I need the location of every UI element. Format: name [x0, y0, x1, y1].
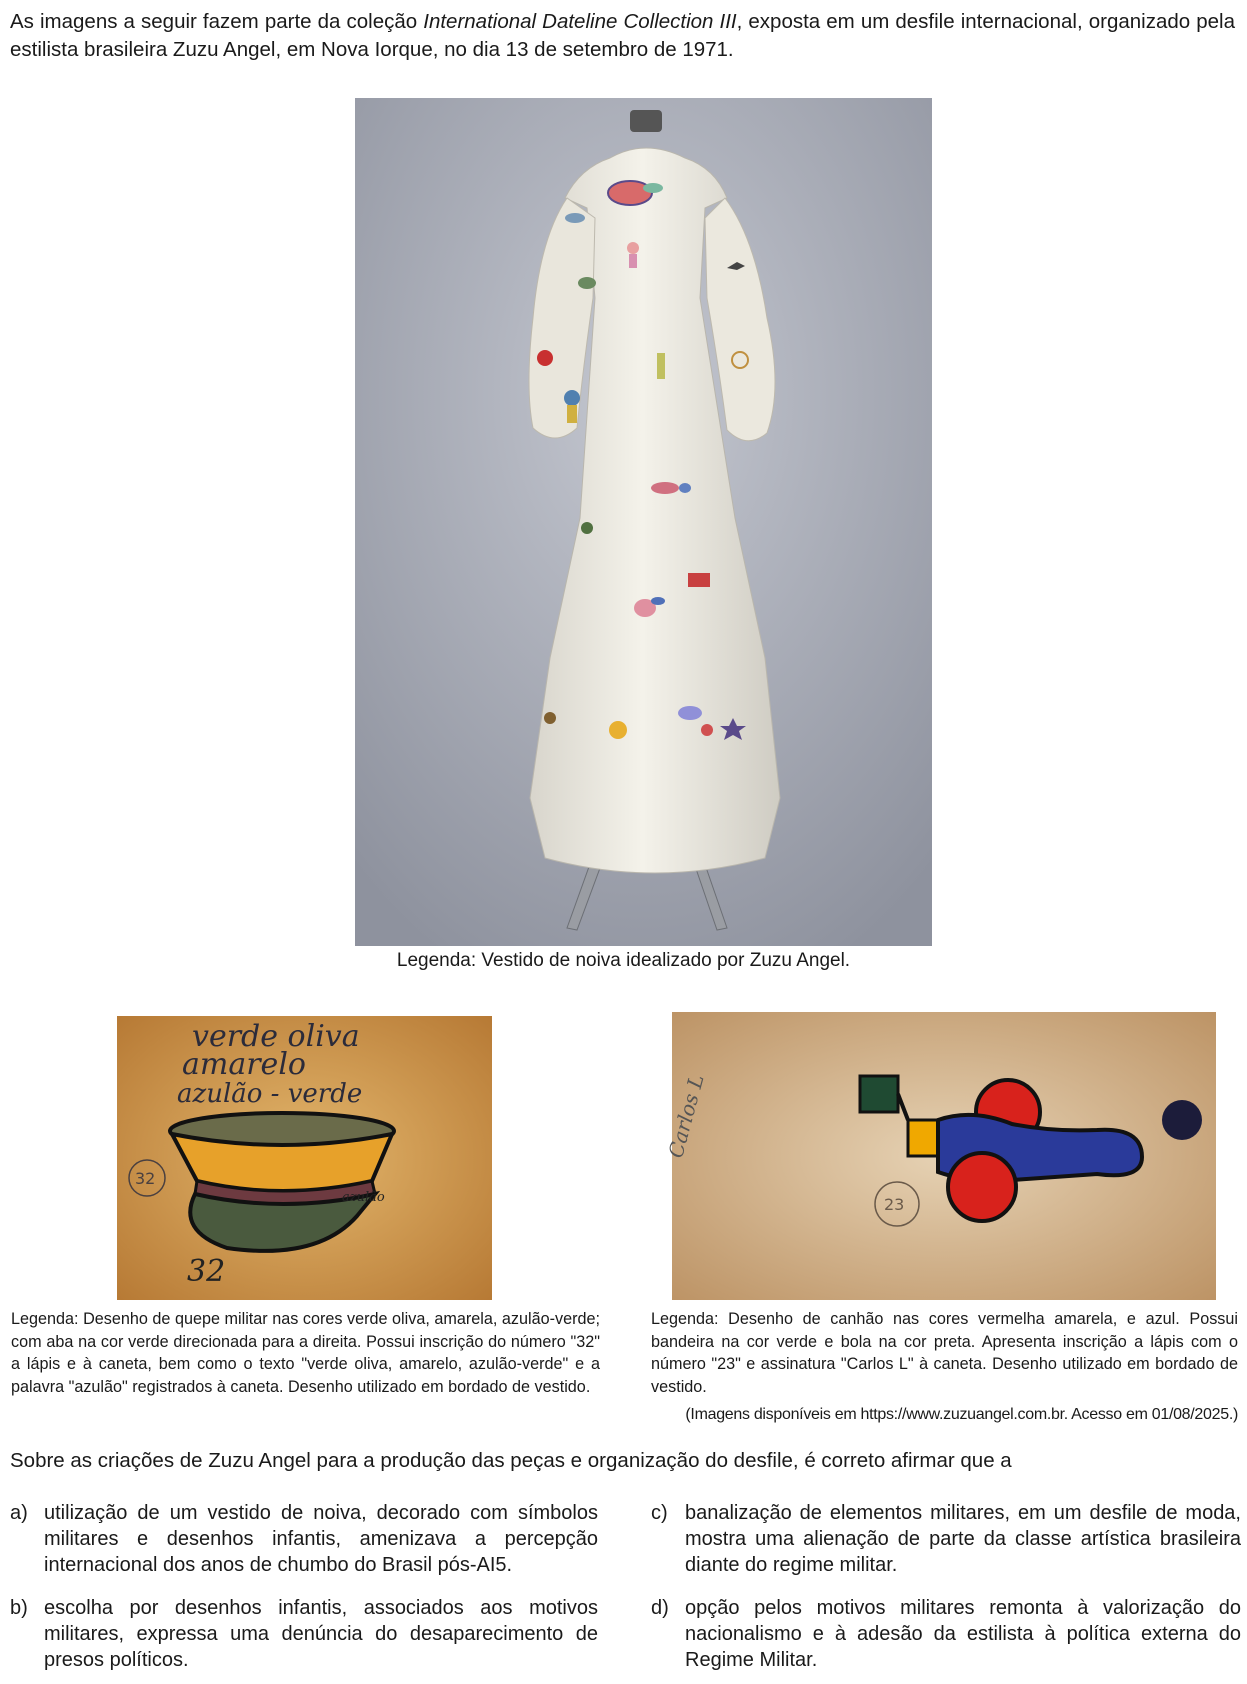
main-figure-caption: Legenda: Vestido de noiva idealizado por Zuzu Angel.: [396, 950, 851, 971]
option-c-text: banalização de elementos militares, em um desfile de moda, mostra uma alienação de parte da classe artística brasileira diante do regime militar.: [685, 1502, 1241, 1576]
cap-legend: Legenda: Desenho de quepe militar nas cores verde oliva, amarela, azulão-verde; com aba na cor verde direcionada para a direita. Possui inscrição do número "32" a lápis e à caneta, bem como o texto "verde oliva, amarelo, azulão-verde" e a palavra "azulão" registrados à caneta. Desenho utilizado em bordado de vestido.: [11, 1310, 600, 1396]
option-d-letter: d): [651, 1597, 669, 1619]
option-b-letter: b): [10, 1597, 28, 1619]
option-b-text: escolha por desenhos infantis, associados aos motivos militares, expressa uma denúncia do desaparecimento de presos políticos.: [44, 1597, 598, 1671]
wedding-dress-photo: [355, 98, 932, 946]
intro-paragraph: [10, 8, 1235, 64]
option-c[interactable]: [651, 1500, 1241, 1584]
option-c-letter: c): [651, 1502, 668, 1524]
military-cap-drawing: [117, 1016, 492, 1300]
option-b[interactable]: [10, 1595, 598, 1679]
handwriting-azulao-verde: azulão - verde: [177, 1079, 363, 1109]
cannon-legend: Legenda: Desenho de canhão nas cores vermelha amarela, e azul. Possui bandeira na cor verde e bola na cor preta. Apresenta inscrição a lápis com o número "23" e assinatura "Carlos L" à caneta. Desenho utilizado em bordado de vestido.: [651, 1310, 1238, 1396]
cannon-drawing: [663, 1012, 1216, 1300]
option-d[interactable]: [651, 1595, 1241, 1679]
pen-number-32: 32: [187, 1254, 226, 1289]
word-azulao: azulão: [342, 1190, 385, 1205]
pencil-number-32: 32: [135, 1169, 156, 1188]
mannequin-neck: [630, 110, 662, 132]
option-a-letter: a): [10, 1502, 28, 1524]
intro-text-start: As imagens a seguir fazem parte da coleção: [10, 10, 424, 33]
image-source: (Imagens disponíveis em https://www.zuzuangel.com.br. Acesso em 01/08/2025.): [685, 1406, 1238, 1423]
pencil-number-23: 23: [884, 1195, 905, 1214]
signature-carlos-l: Carlos L: [663, 1071, 709, 1161]
option-a-text: utilização de um vestido de noiva, decorado com símbolos militares e desenhos infantis, amenizava a percepção internacional dos anos de chumbo do Brasil pós-AI5.: [44, 1502, 598, 1576]
collection-name: International Dateline Collection III: [423, 10, 737, 33]
option-a[interactable]: [10, 1500, 598, 1584]
option-d-text: opção pelos motivos militares remonta à valorização do nacionalismo e à adesão da estilista à política externa do Regime Militar.: [685, 1597, 1241, 1671]
handwriting-verde-oliva: verde oliva: [192, 1019, 360, 1054]
intro-text-end: , exposta em um desfile internacional, organizado pela estilista brasileira Zuzu Angel, em Nova Iorque, no dia 13 de setembro de 1971.: [10, 10, 1235, 61]
question-stem: Sobre as criações de Zuzu Angel para a produção das peças e organização do desfile, é correto afirmar que a: [10, 1449, 1012, 1472]
handwriting-amarelo: amarelo: [182, 1047, 306, 1082]
